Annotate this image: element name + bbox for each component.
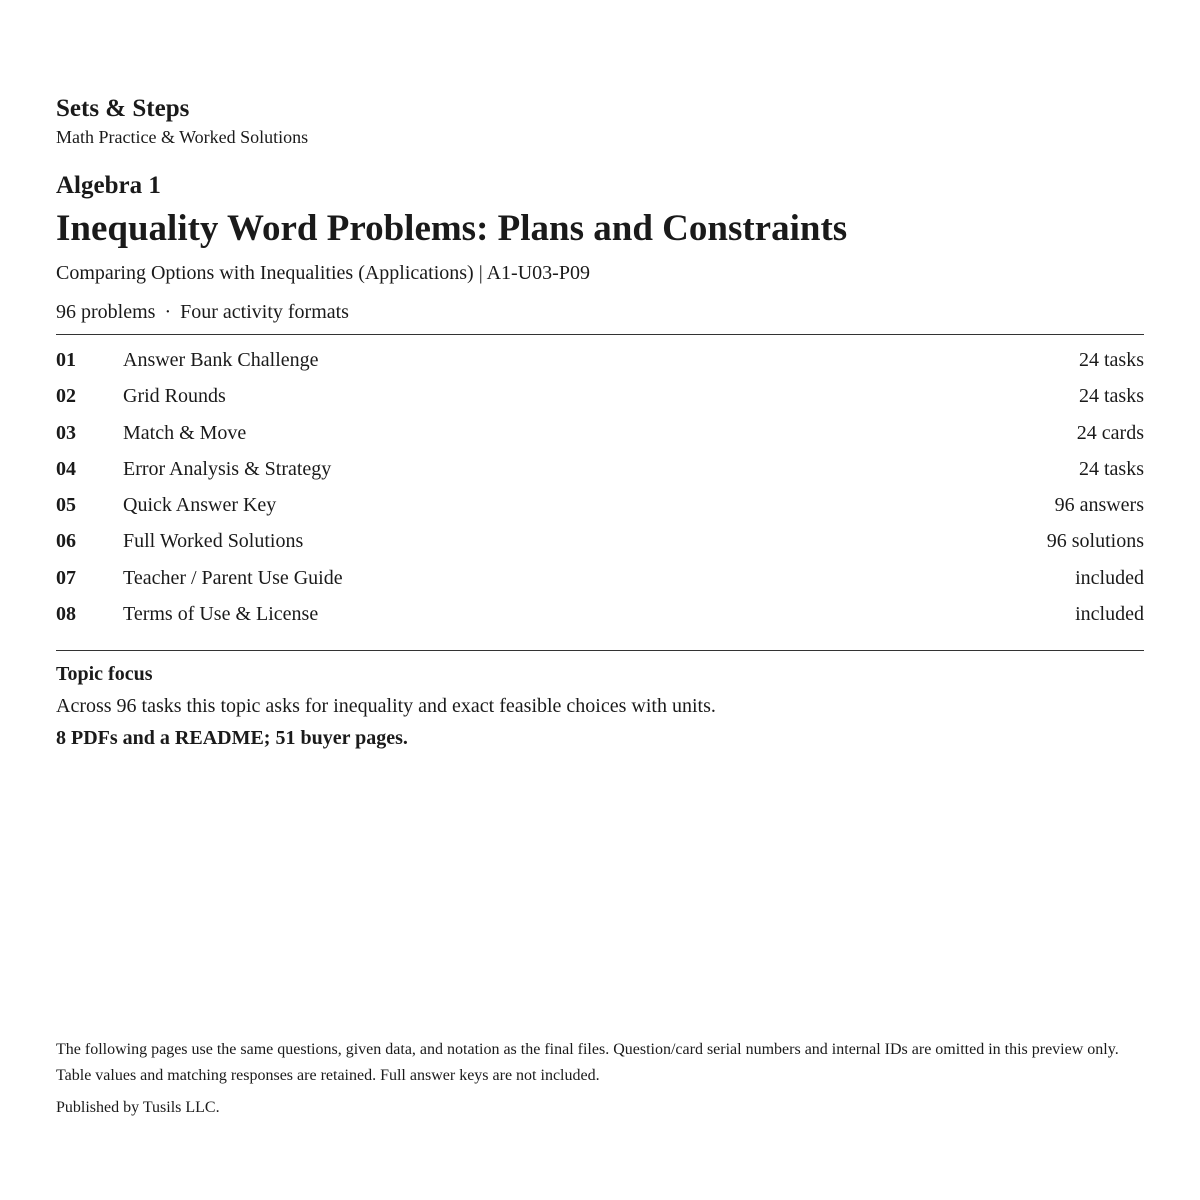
row-title: Teacher / Parent Use Guide xyxy=(123,566,343,589)
row-number: 05 xyxy=(56,494,76,517)
meta-line xyxy=(56,298,349,326)
course-label: Algebra 1 xyxy=(56,172,161,199)
row-title: Answer Bank Challenge xyxy=(123,349,319,371)
topic-heading: Topic focus xyxy=(56,663,153,685)
problem-count: 96 problems xyxy=(56,301,156,323)
row-title: Grid Rounds xyxy=(123,385,226,408)
row-title: Error Analysis & Strategy xyxy=(123,457,332,480)
preview-note: The following pages use the same questions, given data, and notation as the final files. Question/card serial numbers and internal IDs are omitted in this preview only. Table values and matching responses are retained. Full answer keys are not included. xyxy=(56,1041,1119,1084)
contents-row xyxy=(56,342,1144,378)
contents-list xyxy=(56,342,1144,632)
format-count: Four activity formats xyxy=(180,301,349,323)
contents-row xyxy=(56,415,1144,451)
divider-bottom xyxy=(56,650,1144,651)
row-count: included xyxy=(1075,566,1144,589)
row-number: 04 xyxy=(56,457,76,480)
row-count: 24 tasks xyxy=(1079,457,1144,480)
brand-tagline: Math Practice & Worked Solutions xyxy=(56,127,309,147)
row-number: 03 xyxy=(56,421,76,444)
row-count: 96 answers xyxy=(1054,494,1144,517)
row-number: 08 xyxy=(56,603,76,626)
contents-row xyxy=(56,487,1144,523)
publisher-line: Published by Tusils LLC. xyxy=(56,1099,220,1116)
row-title: Quick Answer Key xyxy=(123,494,277,517)
row-title: Match & Move xyxy=(123,421,247,444)
row-title: Terms of Use & License xyxy=(123,603,319,626)
page-title: Inequality Word Problems: Plans and Constraints xyxy=(56,208,848,249)
row-count: 24 tasks xyxy=(1079,349,1144,371)
row-count: included xyxy=(1075,603,1144,626)
row-number: 02 xyxy=(56,385,76,408)
row-number: 01 xyxy=(56,349,76,371)
contents-row xyxy=(56,560,1144,596)
contents-row xyxy=(56,596,1144,632)
subtitle: Comparing Options with Inequalities (Applications) | A1-U03-P09 xyxy=(56,262,590,284)
meta-separator: · xyxy=(164,301,172,323)
topic-file-summary: 8 PDFs and a README; 51 buyer pages. xyxy=(56,727,408,749)
brand-name: Sets & Steps xyxy=(56,95,190,122)
topic-description: Across 96 tasks this topic asks for inequality and exact feasible choices with units. xyxy=(56,695,716,717)
contents-row xyxy=(56,523,1144,559)
row-count: 24 cards xyxy=(1076,421,1144,444)
row-count: 24 tasks xyxy=(1079,385,1144,408)
row-count: 96 solutions xyxy=(1046,530,1144,553)
row-title: Full Worked Solutions xyxy=(123,530,304,553)
row-number: 07 xyxy=(56,566,76,589)
contents-row xyxy=(56,451,1144,487)
document-page xyxy=(56,0,1144,1200)
divider-top xyxy=(56,334,1144,335)
contents-row xyxy=(56,378,1144,414)
row-number: 06 xyxy=(56,530,76,553)
